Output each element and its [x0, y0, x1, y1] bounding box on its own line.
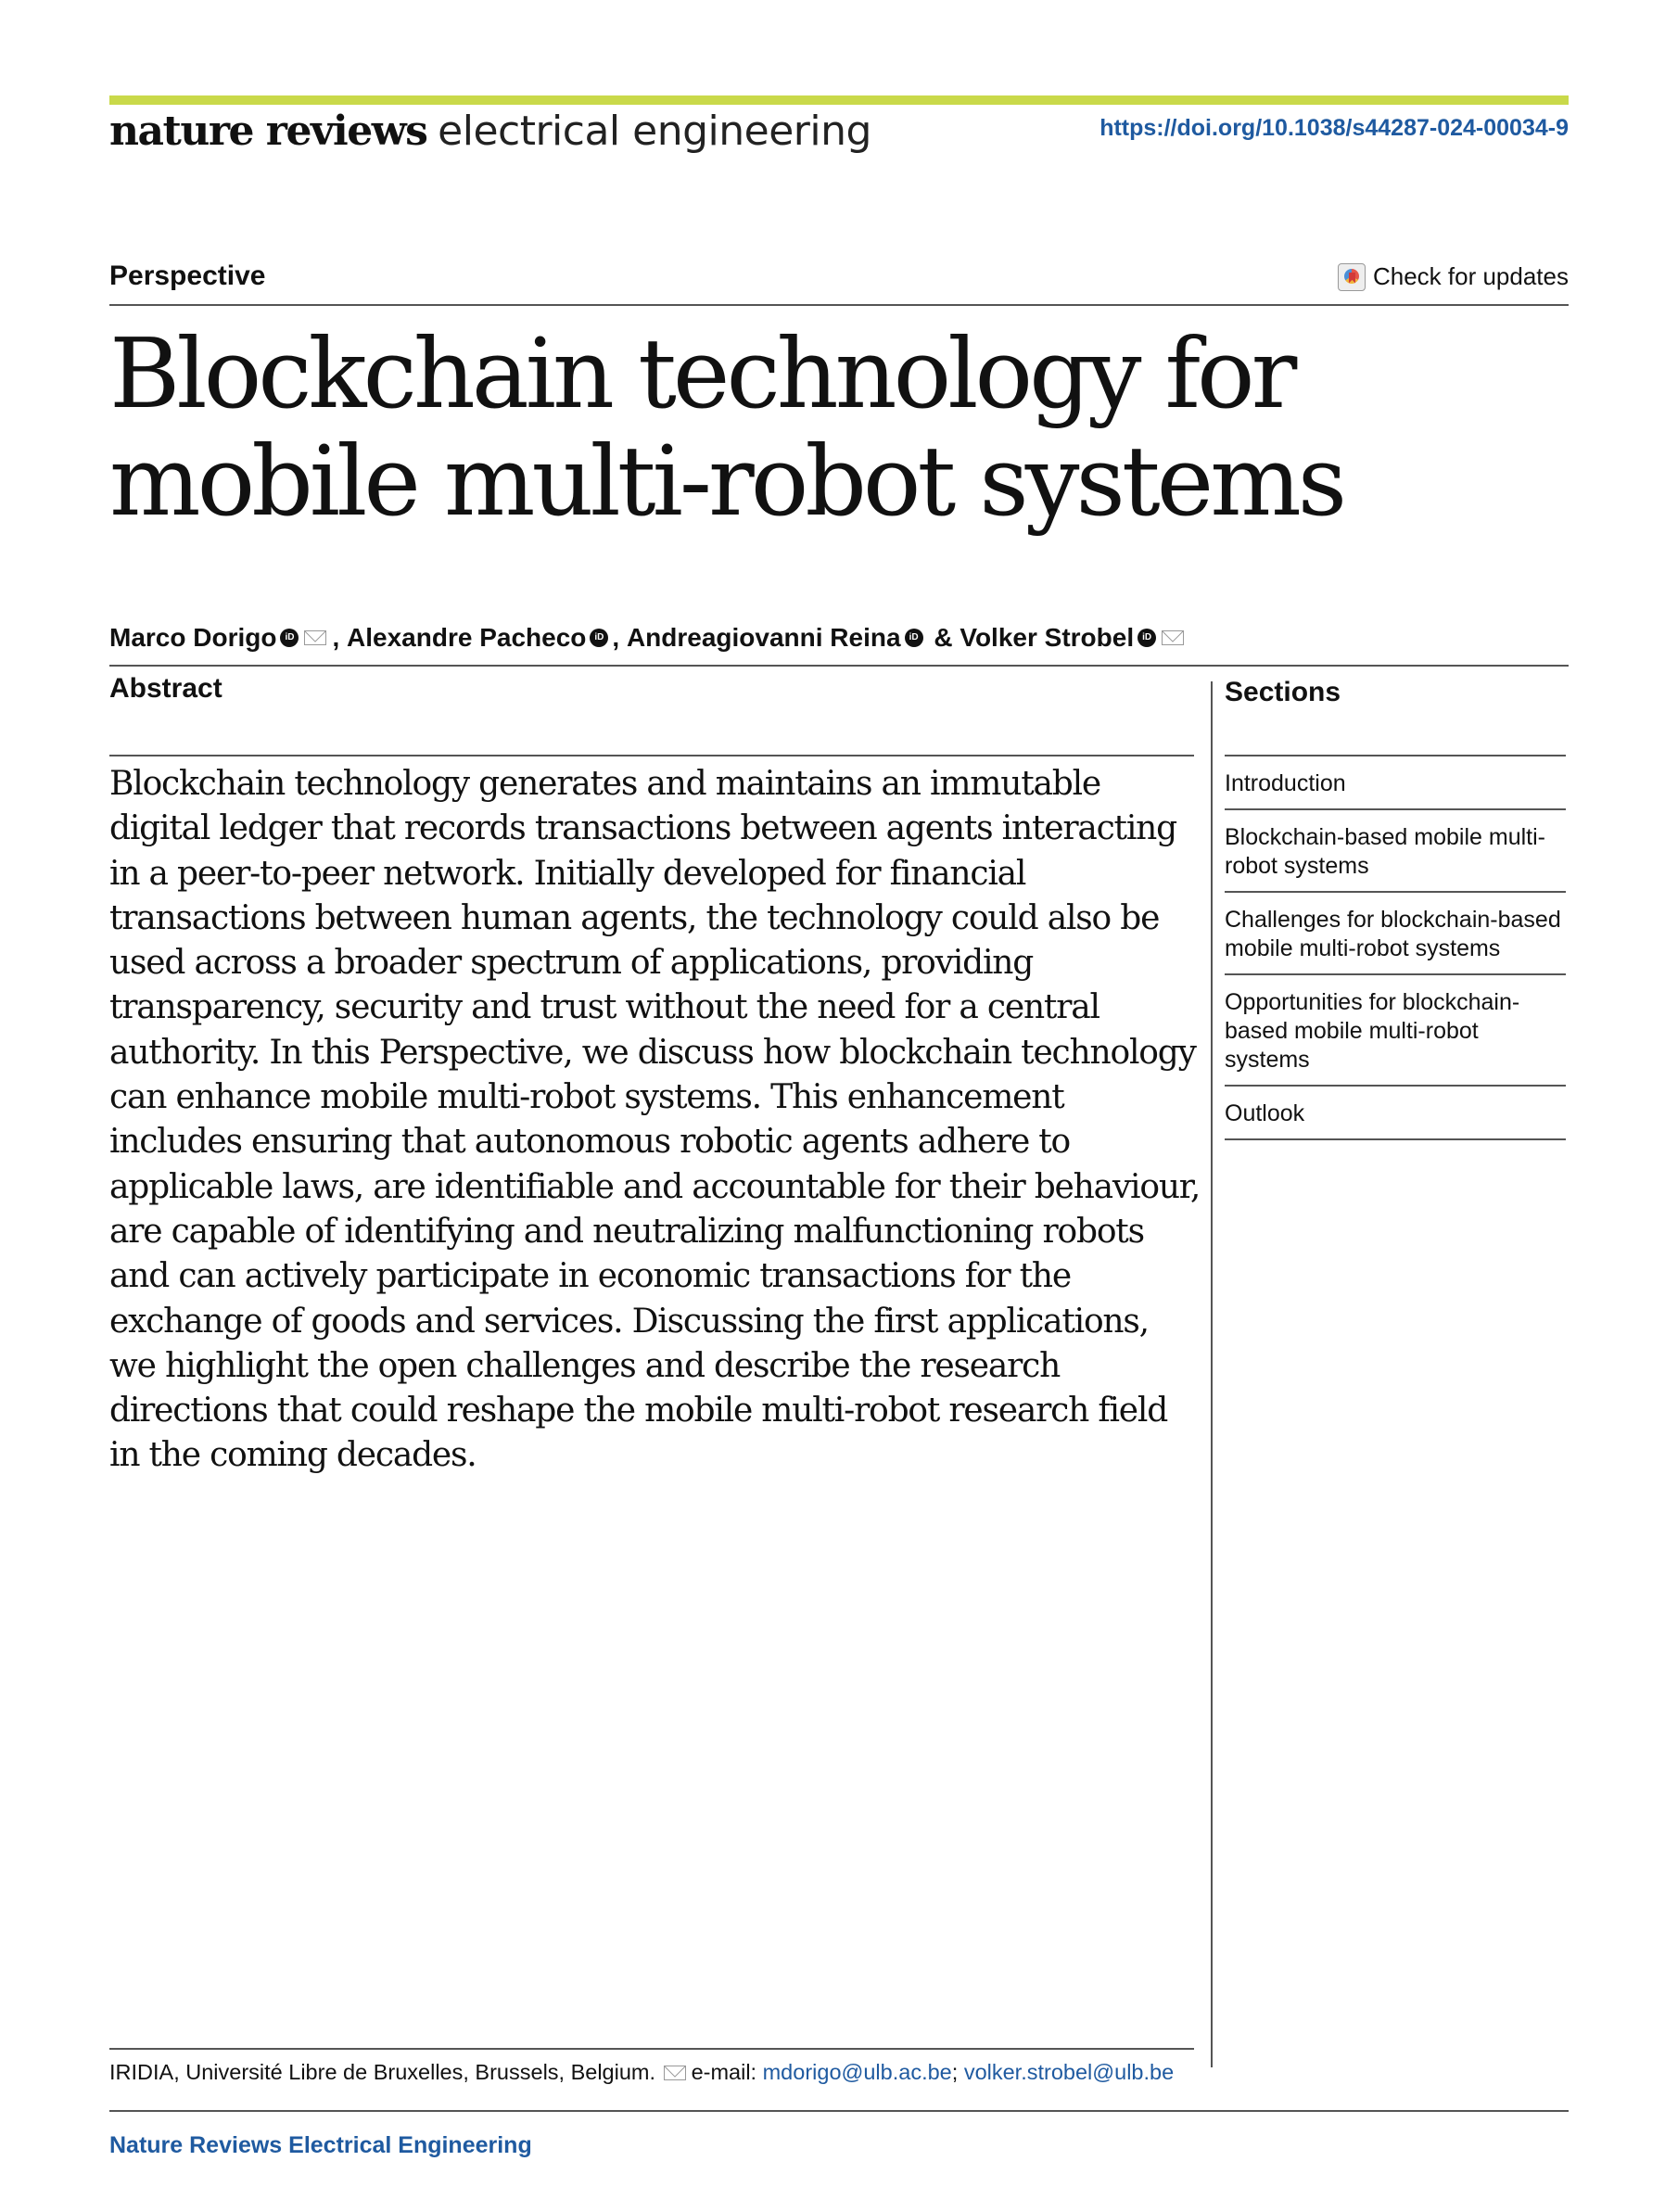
abstract-divider [109, 755, 1194, 756]
journal-accent-bar [109, 95, 1569, 105]
author-name[interactable]: Andreagiovanni Reina [626, 623, 901, 652]
section-link-blockchain-based[interactable]: Blockchain-based mobile multi-robot systems [1225, 810, 1566, 893]
orcid-icon[interactable]: iD [905, 629, 923, 647]
article-title: Blockchain technology for mobile multi-robot systems [109, 317, 1344, 538]
author-list [109, 623, 1189, 653]
crossmark-icon [1338, 263, 1366, 291]
authors-divider [109, 665, 1569, 667]
journal-subject: electrical engineering [438, 108, 871, 155]
affiliation-text: IRIDIA, Université Libre de Bruxelles, Brussels, Belgium. [109, 2060, 656, 2084]
email-link-dorigo[interactable]: mdorigo@ulb.ac.be [762, 2060, 952, 2084]
email-separator: ; [951, 2060, 959, 2084]
journal-logo [109, 108, 871, 155]
email-icon[interactable] [1162, 630, 1184, 645]
check-for-updates-label: Check for updates [1372, 262, 1569, 290]
section-link-introduction[interactable]: Introduction [1225, 756, 1566, 810]
email-link-strobel[interactable]: volker.strobel@ulb.be [963, 2060, 1175, 2084]
journal-brand: nature reviews [109, 108, 427, 155]
footer-journal: Nature Reviews Electrical Engineering [109, 2132, 532, 2158]
sections-nav [1225, 755, 1566, 1140]
section-link-outlook[interactable]: Outlook [1225, 1087, 1566, 1140]
check-for-updates-button[interactable] [1338, 262, 1569, 291]
abstract-heading: Abstract [109, 673, 222, 704]
affiliation [109, 2060, 1174, 2085]
abstract-text: Blockchain technology generates and maintains an immutable digital ledger that records transactions between agents interacting in a peer-to-peer network. Initially developed for financial transactions between human agents, the technology could also be used across a broader spectrum of applications, providing transparency, security and trust without the need for a central authority. In this Perspective, we discuss how blockchain technology can enhance mobile multi-robot systems. This enhancement includes ensuring that autonomous robotic agents adhere to applicable laws, are identifiable and accountable for their behaviour, are capable of identifying and neutralizing malfunctioning robots and can actively participate in economic transactions for the exchange of goods and services. Discussing the first applications, we highlight the open challenges and describe the research directions that could reshape the mobile multi-robot research field in the coming decades. [109, 765, 1201, 1475]
author-separator: , [612, 623, 620, 652]
orcid-icon[interactable]: iD [1138, 629, 1156, 647]
author-separator: , [332, 623, 340, 652]
author-name[interactable]: Marco Dorigo [109, 623, 277, 652]
section-link-opportunities[interactable]: Opportunities for blockchain-based mobile multi-robot systems [1225, 975, 1566, 1087]
doi-link[interactable]: https://doi.org/10.1038/s44287-024-00034-9 [1099, 115, 1569, 141]
sections-heading: Sections [1225, 677, 1341, 707]
author-separator: & [934, 623, 953, 652]
article-type: Perspective [109, 261, 266, 291]
author-name[interactable]: Volker Strobel [960, 623, 1135, 652]
orcid-icon[interactable]: iD [590, 629, 608, 647]
affiliation-divider [109, 2048, 1194, 2050]
section-link-challenges[interactable]: Challenges for blockchain-based mobile multi-robot systems [1225, 893, 1566, 975]
orcid-icon[interactable]: iD [280, 629, 299, 647]
email-icon[interactable] [304, 630, 326, 645]
email-icon [664, 2066, 686, 2080]
footer-divider [109, 2110, 1569, 2112]
header-divider [109, 304, 1569, 306]
email-label: e-mail: [691, 2060, 757, 2084]
author-name[interactable]: Alexandre Pacheco [347, 623, 587, 652]
column-divider [1211, 681, 1213, 2067]
